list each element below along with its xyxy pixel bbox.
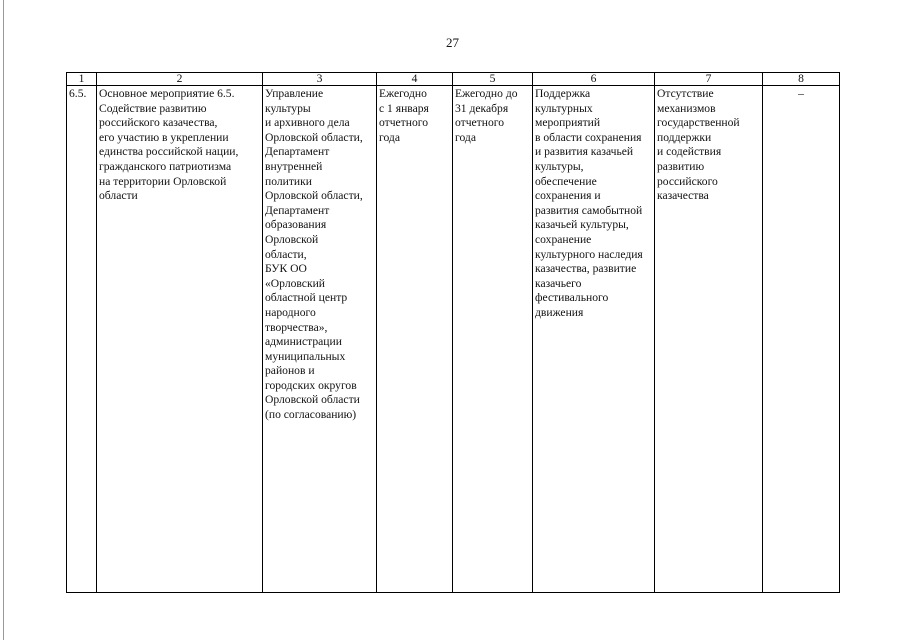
column-header-6: 6 (533, 73, 655, 86)
column-header-5: 5 (453, 73, 533, 86)
measures-table (66, 72, 840, 593)
row-number-cell: 6.5. (67, 86, 97, 593)
links-cell: – (763, 86, 840, 593)
column-header-1: 1 (67, 73, 97, 86)
page-number: 27 (446, 35, 459, 50)
column-number-row (67, 73, 840, 86)
column-header-4: 4 (377, 73, 453, 86)
expected-result-cell: Поддержка культурных мероприятий в области сохранения и развития казачьей культуры, обеспечение сохранения и развития самобытной казачьей культуры, сохранение культурного наследия казачества, развитие казачьего фестивального движения (533, 86, 655, 593)
column-header-2: 2 (97, 73, 263, 86)
consequences-cell: Отсутствие механизмов государственной поддержки и содействия развитию российского казачества (655, 86, 763, 593)
table-row (67, 86, 840, 593)
event-name-cell: Основное мероприятие 6.5. Содействие развитию российского казачества, его участию в укреплении единства российской нации, гражданского патриотизма на территории Орловской области (97, 86, 263, 593)
column-header-8: 8 (763, 73, 840, 86)
page-edge-line (3, 0, 4, 640)
end-date-cell: Ежегодно до 31 декабря отчетного года (453, 86, 533, 593)
start-date-cell: Ежегодно с 1 января отчетного года (377, 86, 453, 593)
column-header-7: 7 (655, 73, 763, 86)
executors-cell: Управление культуры и архивного дела Орловской области, Департамент внутренней политики Орловской области, Департамент образования Орловской области, БУК ОО «Орловский областной центр народного творчества», администрации муниципальных районов и городских округов Орловской области (по согласованию) (263, 86, 377, 593)
column-header-3: 3 (263, 73, 377, 86)
